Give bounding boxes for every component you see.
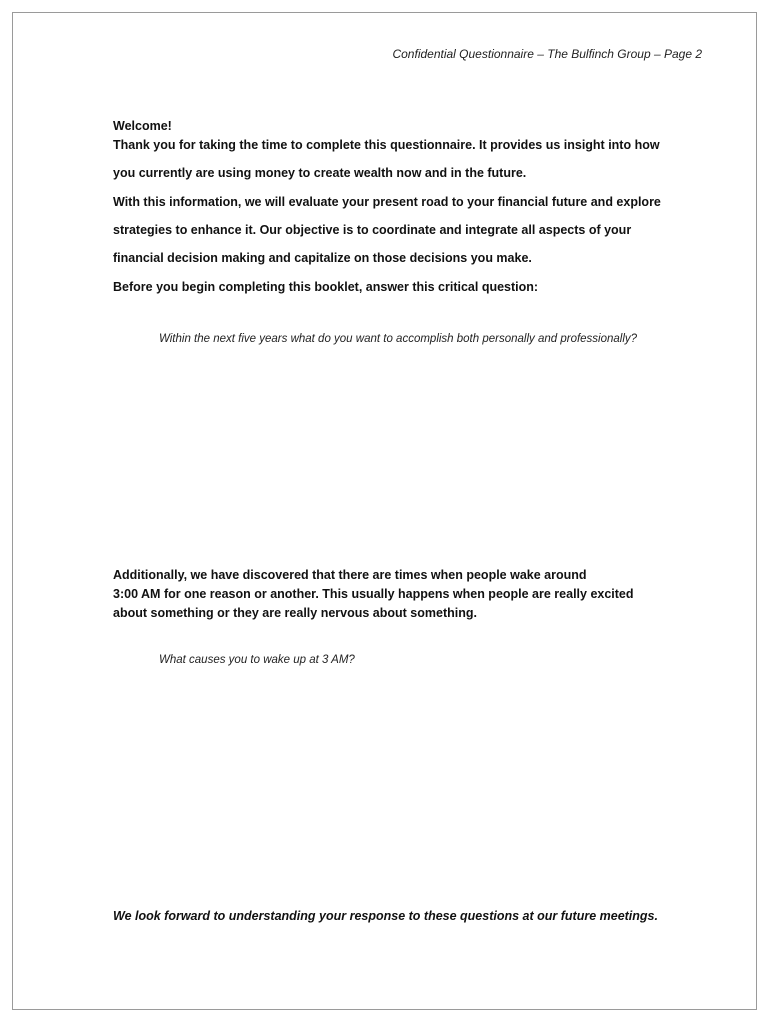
question-five-years: Within the next five years what do you want to accomplish both personally and professionally? [159, 333, 638, 345]
additional-line-2: 3:00 AM for one reason or another. This usually happens when people are really excited [113, 587, 634, 601]
welcome-heading: Welcome! [113, 119, 172, 133]
intro-line-2: you currently are using money to create wealth now and in the future. [113, 166, 527, 180]
additional-line-3: about something or they are really nervous about something. [113, 606, 477, 620]
intro-line-5: financial decision making and capitalize on those decisions you make. [113, 251, 532, 265]
intro-line-1: Thank you for taking the time to complete this questionnaire. It provides us insight into how [113, 138, 660, 152]
intro-line-4: strategies to enhance it. Our objective is to coordinate and integrate all aspects of your [113, 223, 632, 237]
document-page [12, 12, 757, 1010]
intro-line-3: With this information, we will evaluate your present road to your financial future and explore [113, 195, 661, 209]
question-wake-up: What causes you to wake up at 3 AM? [159, 654, 355, 666]
intro-line-6: Before you begin completing this booklet, answer this critical question: [113, 280, 539, 294]
closing-statement: We look forward to understanding your response to these questions at our future meetings. [113, 909, 658, 923]
page-header: Confidential Questionnaire – The Bulfinch Group – Page 2 [392, 47, 702, 61]
additional-line-1: Additionally, we have discovered that there are times when people wake around [113, 568, 587, 582]
